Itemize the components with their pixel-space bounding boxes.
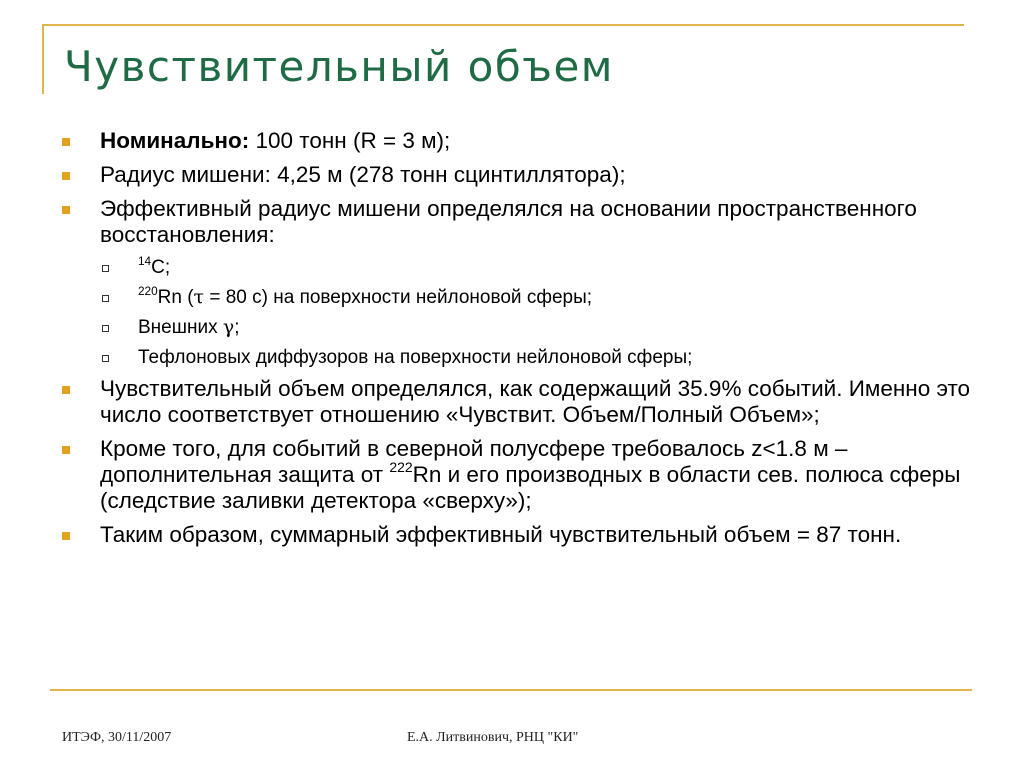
sub-bullet-item — [62, 316, 982, 339]
bullet-item — [62, 162, 982, 188]
bullet-text: Радиус мишени: 4,25 м (278 тонн сцинтиллятора); — [100, 162, 626, 187]
sub-bullet-text: Тефлоновых диффузоров на поверхности нейлоновой сферы; — [138, 347, 693, 368]
square-bullet-icon — [62, 138, 70, 146]
sub-bullet-item — [62, 346, 982, 369]
top-frame-line — [42, 24, 964, 26]
isotope-mass-number: 14 — [138, 254, 152, 268]
sub-bullet-item — [62, 256, 982, 279]
square-bullet-icon — [62, 446, 70, 454]
sub-bullet-text: Внешних — [138, 317, 223, 338]
sub-bullet-text: Rn ( — [157, 287, 194, 308]
bullet-bold-label: Номинально: — [100, 128, 250, 153]
sub-bullet-text: C; — [151, 257, 171, 278]
hollow-square-bullet-icon — [102, 325, 109, 332]
slide-title: Чувствительный объем — [64, 42, 614, 91]
bullet-item — [62, 436, 982, 514]
bullet-text: Таким образом, суммарный эффективный чувствительный объем = 87 тонн. — [100, 522, 902, 547]
sub-bullet-item — [62, 286, 982, 309]
gamma-symbol: γ — [222, 316, 235, 338]
bullet-item — [62, 376, 982, 428]
bullet-text: Эффективный радиус мишени определялся на основании пространственного восстановления: — [100, 196, 917, 247]
footer-author: Е.А. Литвинович, РНЦ "КИ" — [407, 730, 579, 745]
bullet-text: Чувствительный объем определялся, как содержащий 35.9% событий. Именно это число соответствует отношению «Чувствит. Объем/Полный Объем»; — [100, 376, 971, 427]
isotope-mass-number: 220 — [138, 284, 158, 298]
hollow-square-bullet-icon — [102, 355, 109, 362]
bullet-item — [62, 128, 982, 154]
hollow-square-bullet-icon — [102, 265, 109, 272]
bullet-text: Rn и его производных в области сев. полюса сферы (следствие заливки детектора «сверху»); — [100, 462, 961, 513]
square-bullet-icon — [62, 532, 70, 540]
bullet-item — [62, 522, 982, 548]
slide-content — [62, 128, 982, 556]
bullet-text: Кроме того, для событий в северной полусфере требовалось z<1.8 м – дополнительная защита от — [100, 436, 848, 487]
square-bullet-icon — [62, 206, 70, 214]
square-bullet-icon — [62, 386, 70, 394]
left-frame-line — [42, 24, 44, 94]
square-bullet-icon — [62, 172, 70, 180]
tau-symbol: τ — [193, 286, 205, 308]
isotope-mass-number: 222 — [389, 459, 413, 476]
bullet-item — [62, 196, 982, 248]
footer-date: ИТЭФ, 30/11/2007 — [62, 730, 172, 745]
sub-bullet-text: = 80 с) на поверхности нейлоновой сферы; — [204, 287, 593, 308]
bullet-text: 100 тонн (R = 3 м); — [249, 128, 451, 153]
sub-bullet-text: ; — [234, 317, 240, 338]
hollow-square-bullet-icon — [102, 295, 109, 302]
bottom-frame-line — [50, 689, 972, 691]
